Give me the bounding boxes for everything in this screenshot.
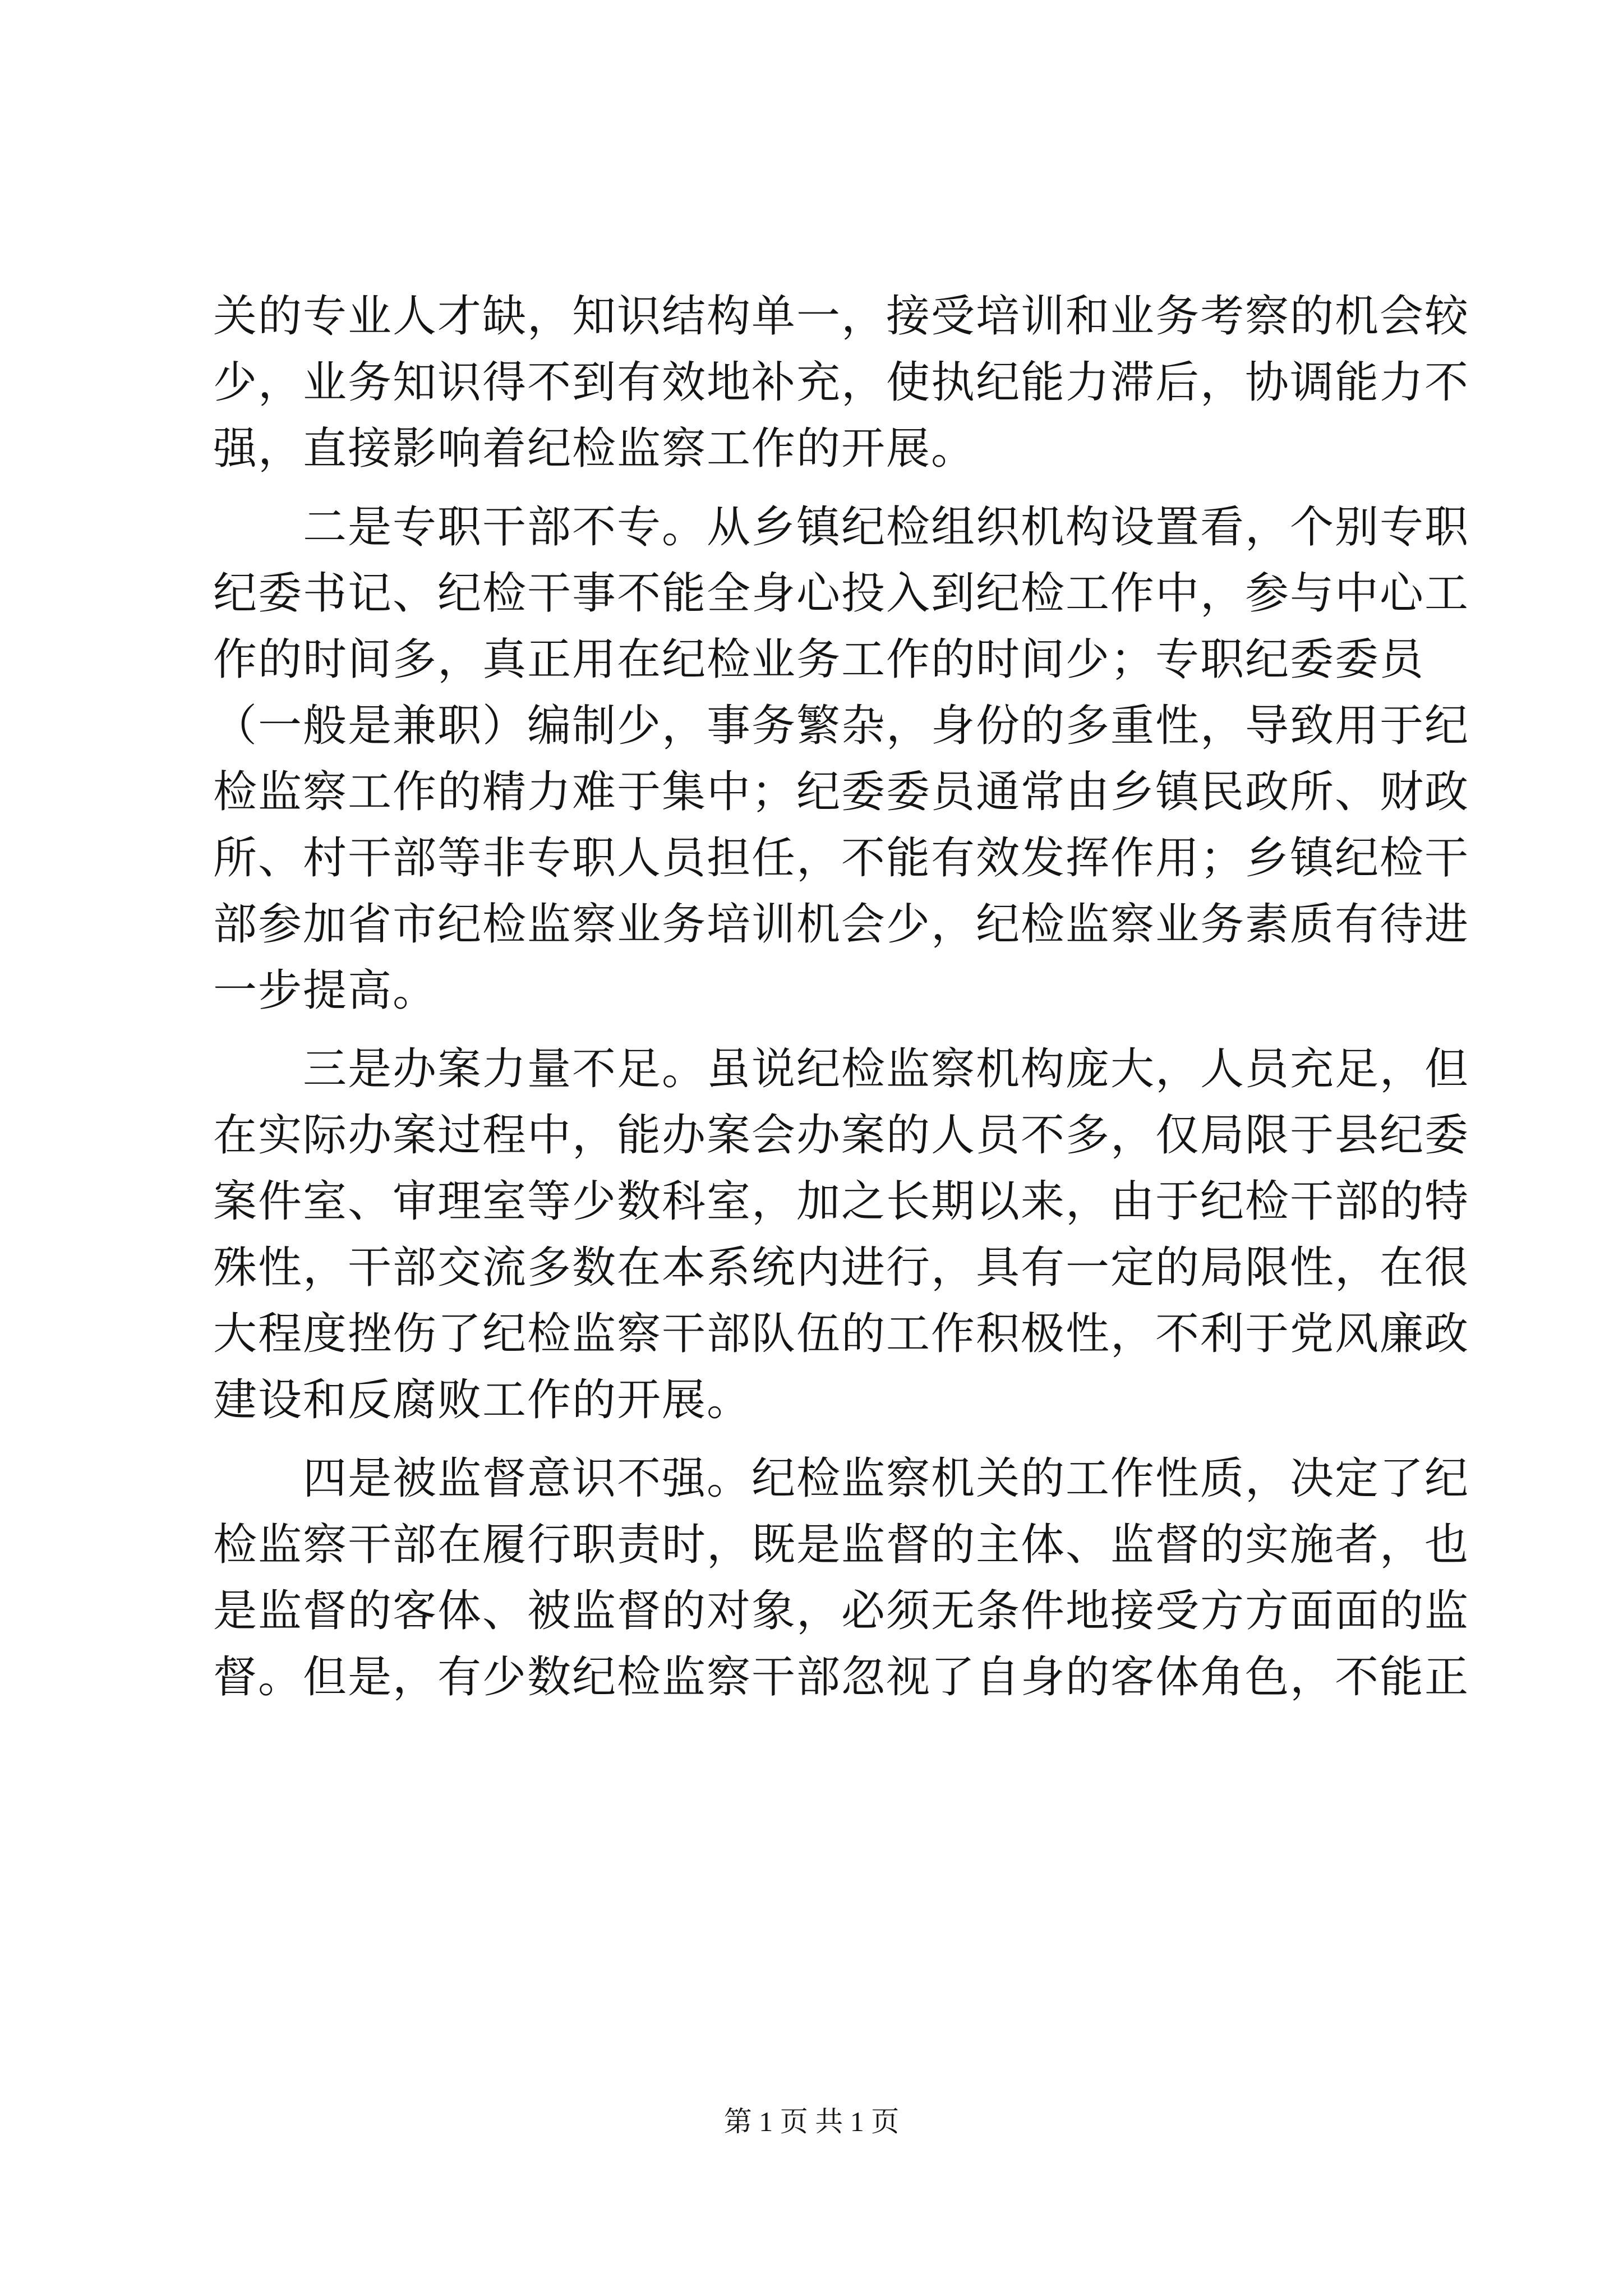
text-line: 三是办案力量不足。虽说纪检监察机构庞大，人员充足，但 (303, 1044, 1470, 1094)
paragraph-spacer (213, 1024, 1419, 1036)
paragraph-3 (213, 1036, 1470, 1433)
text-line: 所、村干部等非专职人员担任，不能有效发挥作用；乡镇纪检干 (213, 833, 1470, 884)
text-line: 殊性，干部交流多数在本系统内进行，具有一定的局限性，在很 (213, 1243, 1470, 1293)
text-line: 大程度挫伤了纪检监察干部队伍的工作积极性，不利于党风廉政 (213, 1309, 1470, 1359)
text-line: 检监察工作的精力难于集中；纪委委员通常由乡镇民政所、财政 (213, 767, 1470, 817)
text-line: 作的时间多，真正用在纪检业务工作的时间少；专职纪委委员 (213, 634, 1425, 685)
document-body (213, 283, 1470, 1710)
text-line: 在实际办案过程中，能办案会办案的人员不多，仅局限于县纪委 (213, 1110, 1470, 1161)
text-line: 一步提高。 (213, 965, 438, 1016)
text-line: 纪委书记、纪检干事不能全身心投入到纪检工作中，参与中心工 (213, 568, 1470, 619)
text-line: 建设和反腐败工作的开展。 (213, 1375, 752, 1425)
text-line: 部参加省市纪检监察业务培训机会少，纪检监察业务素质有待进 (213, 899, 1470, 950)
paragraph-2 (213, 494, 1470, 1024)
text-line: 强，直接影响着纪检监察工作的开展。 (213, 424, 976, 474)
text-line: 案件室、审理室等少数科室，加之长期以来，由于纪检干部的特 (213, 1176, 1470, 1227)
text-line: 检监察干部在履行职责时，既是监督的主体、监督的实施者，也 (213, 1520, 1470, 1570)
paragraph-spacer (213, 482, 1419, 494)
paragraph-1 (213, 283, 1470, 482)
text-line: 少，业务知识得不到有效地补充，使执纪能力滞后，协调能力不 (213, 357, 1470, 408)
paragraph-spacer (213, 1433, 1419, 1446)
text-line: 督。但是，有少数纪检监察干部忽视了自身的客体角色，不能正 (213, 1652, 1470, 1703)
paragraph-4 (213, 1446, 1470, 1710)
page-footer: 第 1 页 共 1 页 (723, 2106, 900, 2137)
text-line: 四是被监督意识不强。纪检监察机关的工作性质，决定了纪 (303, 1453, 1470, 1504)
text-line: 关的专业人才缺，知识结构单一，接受培训和业务考察的机会较 (213, 291, 1470, 342)
text-line: 是监督的客体、被监督的对象，必须无条件地接受方方面面的监 (213, 1586, 1470, 1636)
text-line: 二是专职干部不专。从乡镇纪检组织机构设置看，个别专职 (303, 502, 1470, 553)
text-line: （一般是兼职）编制少，事务繁杂，身份的多重性，导致用于纪 (213, 701, 1470, 751)
